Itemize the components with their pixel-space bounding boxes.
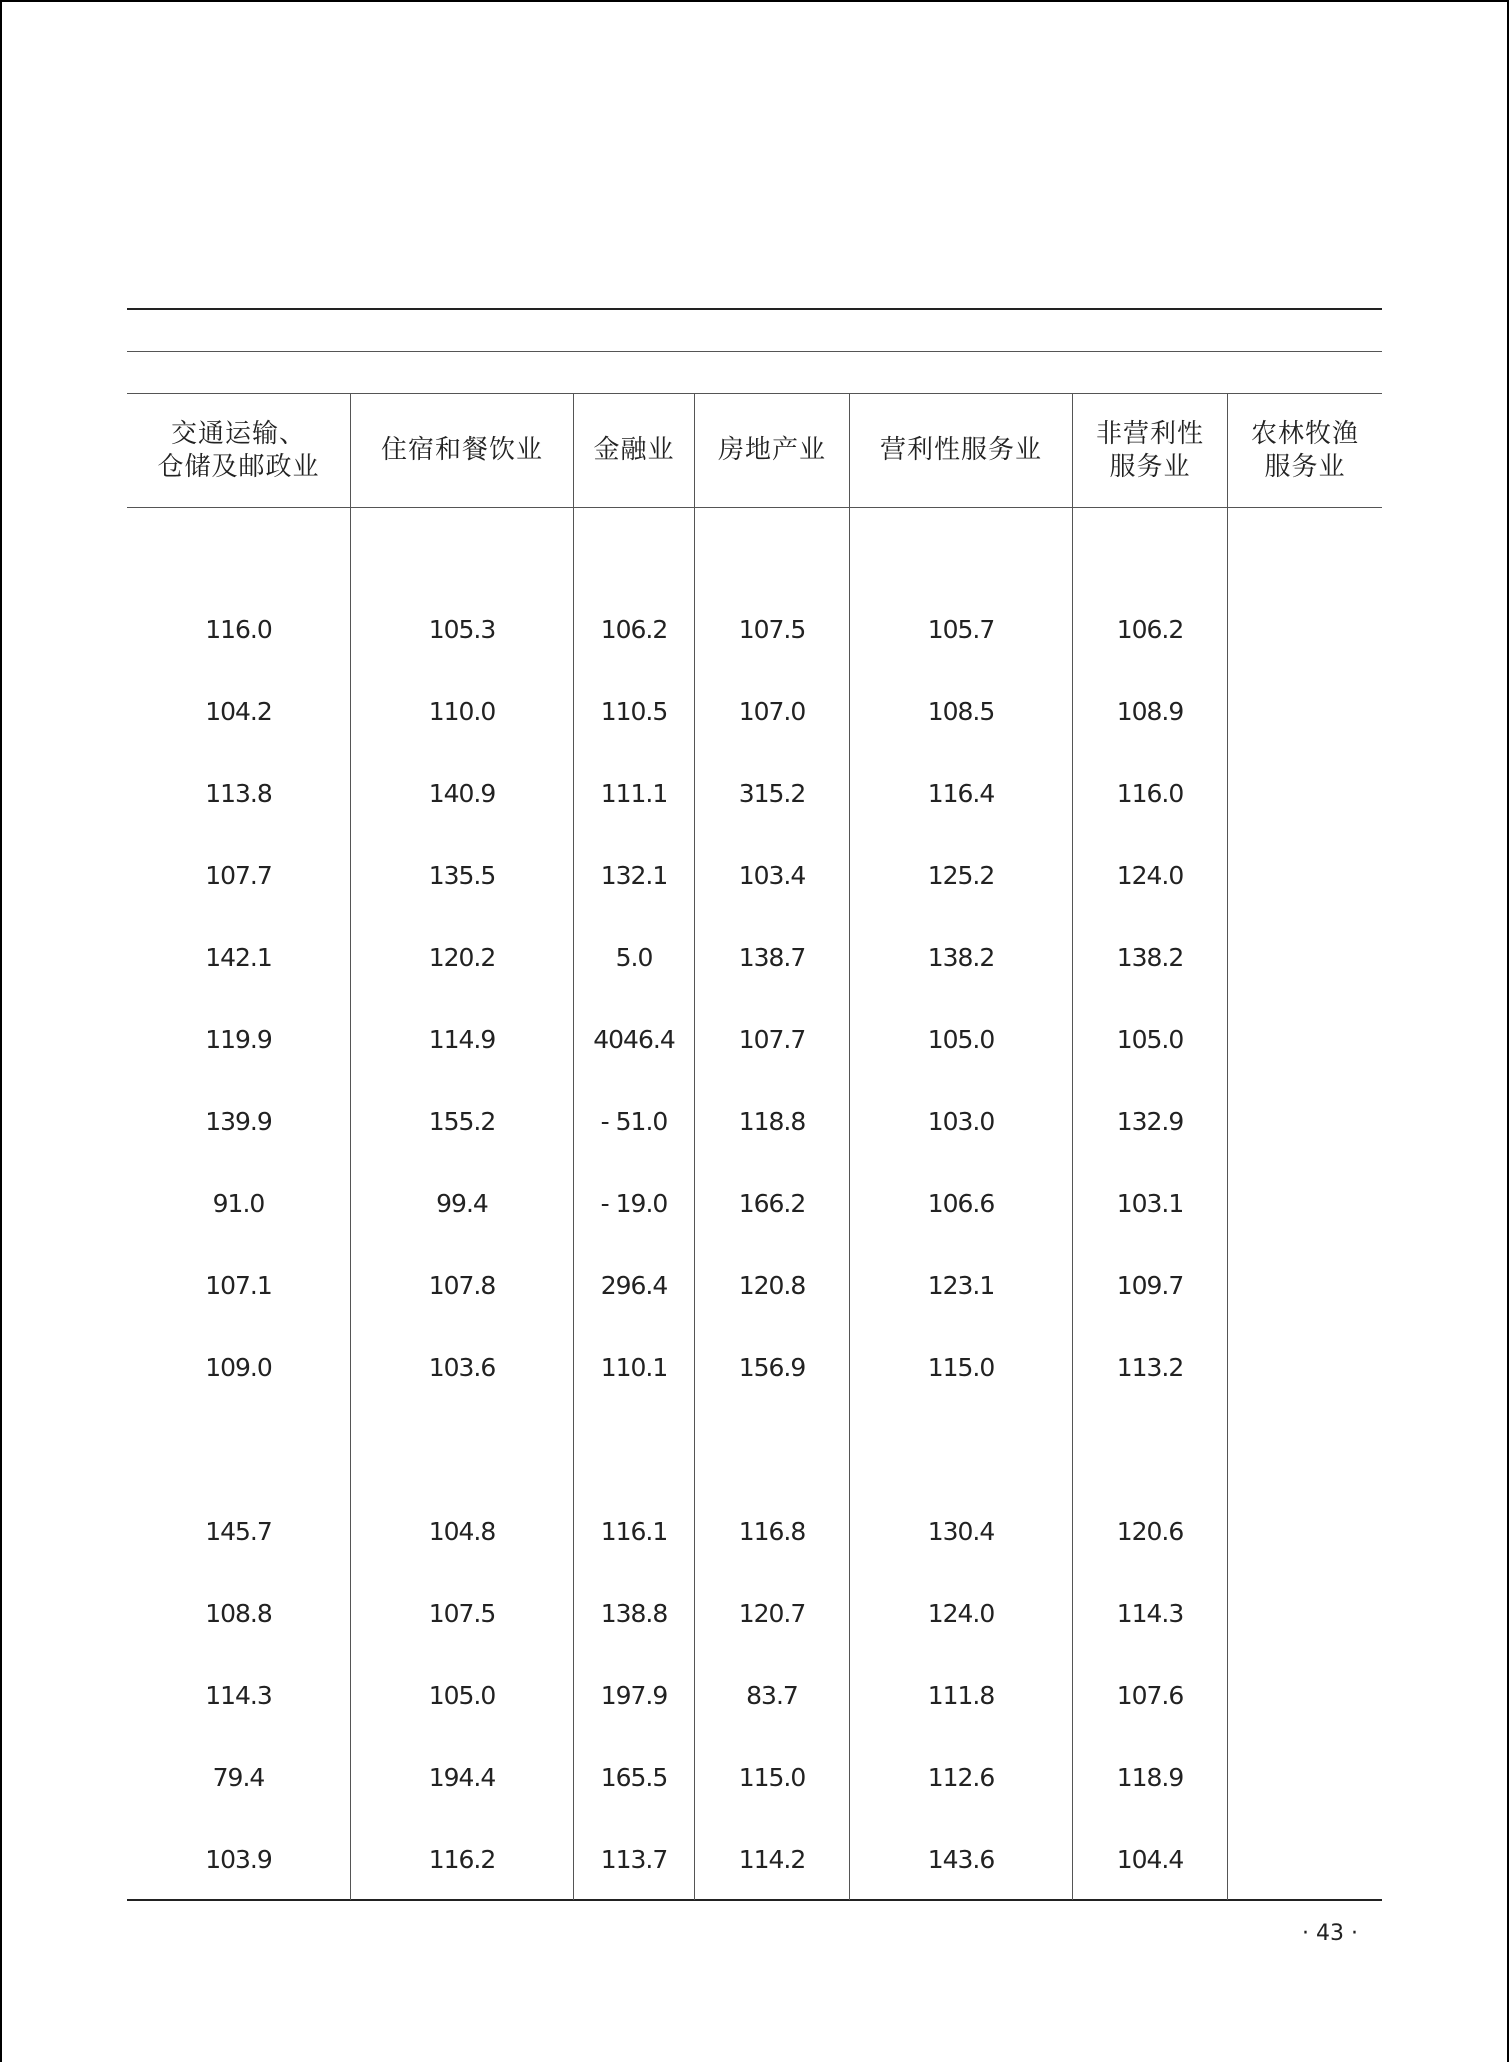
table-cell: 194.4 [428, 1763, 496, 1792]
table-cell: 116.1 [600, 1517, 668, 1546]
table-cell: 103.4 [738, 861, 806, 890]
column-header-accommodation: 住宿和餐饮业 [380, 435, 543, 465]
table-cell [1228, 610, 1382, 650]
table-cell: 155.2 [428, 1107, 496, 1136]
table-cell: 99.4 [436, 1189, 488, 1218]
table-cell: 116.8 [738, 1517, 806, 1546]
table-cell: 107.5 [428, 1599, 496, 1628]
table-cell: - 51.0 [600, 1107, 668, 1136]
table-cell: 145.7 [205, 1517, 272, 1546]
table-cell: 111.1 [600, 779, 668, 808]
table-cell: 105.3 [428, 615, 496, 644]
table-cell: 197.9 [600, 1681, 668, 1710]
table-cell: 107.6 [1116, 1681, 1184, 1710]
table-cell: 120.7 [738, 1599, 806, 1628]
table-cell: 114.3 [205, 1681, 272, 1710]
table-cell: 116.0 [205, 615, 272, 644]
table-cell [1228, 1840, 1382, 1880]
column-header-agri-services: 农林牧渔 服务业 [1250, 418, 1359, 482]
table-cell: 106.2 [600, 615, 668, 644]
table-cell: 105.0 [1116, 1025, 1184, 1054]
table-cell: 139.9 [205, 1107, 272, 1136]
table-cell: 83.7 [746, 1681, 798, 1710]
table-cell: 110.5 [600, 697, 668, 726]
table-cell: 104.2 [205, 697, 272, 726]
table-cell: 143.6 [927, 1845, 995, 1874]
table-cell: 116.4 [927, 779, 995, 808]
table-cell: 120.8 [738, 1271, 806, 1300]
table-cell: 135.5 [428, 861, 496, 890]
table-cell: 108.5 [927, 697, 995, 726]
table-cell: 103.1 [1116, 1189, 1184, 1218]
page-border-top [0, 0, 1509, 2]
table-cell: 116.2 [428, 1845, 496, 1874]
table-cell: 103.6 [428, 1353, 496, 1382]
column-header-finance: 金融业 [593, 435, 675, 465]
page-number: · 43 · [1302, 1921, 1358, 1946]
table-cell: 113.2 [1116, 1353, 1184, 1382]
column-header-non-profit-services: 非营利性 服务业 [1095, 418, 1204, 482]
table-cell: 5.0 [615, 943, 653, 972]
table-rule [127, 351, 1382, 352]
table-cell [1228, 938, 1382, 978]
table-cell: 130.4 [927, 1517, 995, 1546]
table-cell: 138.2 [927, 943, 995, 972]
table-cell: 114.9 [428, 1025, 496, 1054]
table-cell: 112.6 [927, 1763, 995, 1792]
table-cell: 138.7 [738, 943, 806, 972]
table-cell: 109.0 [205, 1353, 272, 1382]
table-cell [1228, 1348, 1382, 1388]
table-cell: 106.2 [1116, 615, 1184, 644]
table-cell: 4046.4 [593, 1025, 675, 1054]
table-cell [1228, 1758, 1382, 1798]
table-cell: 118.8 [738, 1107, 806, 1136]
table-cell: 108.9 [1116, 697, 1184, 726]
table-cell: 104.4 [1116, 1845, 1184, 1874]
table-cell: 110.0 [428, 697, 496, 726]
table-cell: 113.7 [600, 1845, 668, 1874]
column-header-for-profit-services: 营利性服务业 [879, 435, 1042, 465]
page-border-left [0, 0, 2, 2062]
table-cell: 114.2 [738, 1845, 806, 1874]
table-cell [1228, 774, 1382, 814]
table-cell: 132.1 [600, 861, 668, 890]
table-cell: 103.0 [927, 1107, 995, 1136]
table-cell: 119.9 [205, 1025, 272, 1054]
table-cell: 120.6 [1116, 1517, 1184, 1546]
table-cell: 296.4 [600, 1271, 668, 1300]
table-cell [1228, 692, 1382, 732]
table-cell: 115.0 [738, 1763, 806, 1792]
table-cell: 105.7 [927, 615, 995, 644]
table-cell: 125.2 [927, 861, 995, 890]
table-cell [1228, 1676, 1382, 1716]
table-cell: 107.7 [205, 861, 272, 890]
table-cell: 166.2 [738, 1189, 806, 1218]
table-cell: 104.8 [428, 1517, 496, 1546]
table-cell: 138.8 [600, 1599, 668, 1628]
table-bottom-rule [127, 1899, 1382, 1901]
table-cell: 124.0 [927, 1599, 995, 1628]
table-cell: 103.9 [205, 1845, 272, 1874]
table-cell: 315.2 [738, 779, 806, 808]
table-cell [1228, 1266, 1382, 1306]
table-cell: 113.8 [205, 779, 272, 808]
table-cell: 105.0 [927, 1025, 995, 1054]
table-cell: 120.2 [428, 943, 496, 972]
table-cell: - 19.0 [600, 1189, 668, 1218]
table-cell: 114.3 [1116, 1599, 1184, 1628]
table-cell: 107.5 [738, 615, 806, 644]
table-cell: 105.0 [428, 1681, 496, 1710]
table-cell: 115.0 [927, 1353, 995, 1382]
table-cell: 110.1 [600, 1353, 668, 1382]
table-cell [1228, 1020, 1382, 1060]
table-cell: 140.9 [428, 779, 496, 808]
table-cell [1228, 856, 1382, 896]
table-cell: 107.1 [205, 1271, 272, 1300]
table-cell: 107.0 [738, 697, 806, 726]
table-cell: 106.6 [927, 1189, 995, 1218]
table-cell: 142.1 [205, 943, 272, 972]
table-cell: 132.9 [1116, 1107, 1184, 1136]
table-cell: 165.5 [600, 1763, 668, 1792]
table-cell: 118.9 [1116, 1763, 1184, 1792]
column-header-real-estate: 房地产业 [717, 435, 826, 465]
header-bottom-rule [127, 507, 1382, 508]
table-cell: 138.2 [1116, 943, 1184, 972]
table-cell: 123.1 [927, 1271, 995, 1300]
table-cell: 116.0 [1116, 779, 1184, 808]
table-cell: 91.0 [212, 1189, 265, 1218]
table-cell: 111.8 [927, 1681, 995, 1710]
table-cell: 79.4 [212, 1763, 265, 1792]
table-top-rule [127, 308, 1382, 310]
table-cell: 107.7 [738, 1025, 806, 1054]
table-cell: 124.0 [1116, 861, 1184, 890]
table-cell: 156.9 [738, 1353, 806, 1382]
table-cell: 107.8 [428, 1271, 496, 1300]
table-cell [1228, 1102, 1382, 1142]
table-cell [1228, 1512, 1382, 1552]
table-cell [1228, 1594, 1382, 1634]
table-cell: 108.8 [205, 1599, 272, 1628]
column-header-transport: 交通运输、 仓储及邮政业 [157, 418, 320, 482]
table-cell [1228, 1184, 1382, 1224]
table-cell: 109.7 [1116, 1271, 1184, 1300]
